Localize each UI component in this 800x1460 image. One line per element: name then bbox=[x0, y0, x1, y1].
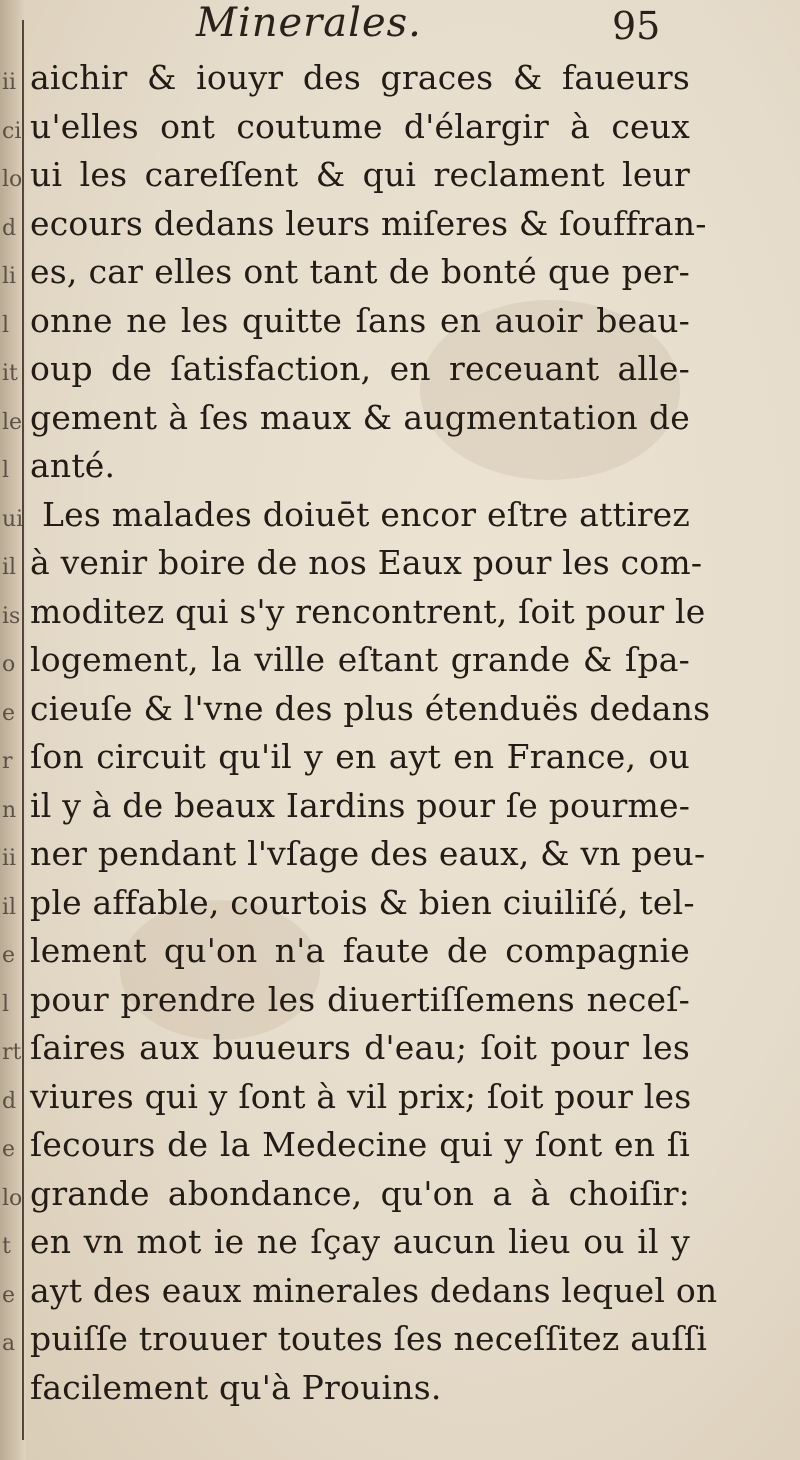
margin-fragment: l bbox=[2, 312, 10, 338]
margin-fragment: a bbox=[2, 1331, 16, 1356]
running-head: Minerales. bbox=[196, 0, 422, 46]
text-line: onne ne les quitte ſans en auoir beau- bbox=[30, 300, 690, 340]
margin-fragment: t bbox=[2, 1234, 11, 1259]
text-line: à venir boire de nos Eaux pour les com- bbox=[30, 543, 703, 582]
text-line: moditez qui s'y rencontrent, ſoit pour le bbox=[30, 591, 706, 631]
text-line: gement à ſes maux & augmentation de bbox=[30, 397, 690, 437]
text-line: ayt des eaux minerales dedans lequel on bbox=[30, 1270, 718, 1310]
binding-edge-line bbox=[22, 20, 24, 1440]
margin-fragment: e bbox=[2, 1282, 16, 1308]
margin-fragment: ui bbox=[2, 506, 24, 532]
margin-fragment: d bbox=[2, 1088, 17, 1114]
margin-fragment: il bbox=[2, 894, 17, 920]
margin-fragment: il bbox=[2, 555, 17, 580]
text-line: lement qu'on n'a faute de compagnie bbox=[30, 931, 690, 970]
text-line: u'elles ont coutume d'élargir à ceux bbox=[30, 106, 690, 146]
text-line: oup de ſatisfaction, en receuant alle- bbox=[30, 349, 690, 388]
margin-fragment: ii bbox=[2, 70, 17, 95]
margin-fragment: lo bbox=[2, 1185, 23, 1211]
text-line: aichir & iouyr des graces & faueurs bbox=[30, 58, 690, 97]
text-line: ui les careſſent & qui reclament leur bbox=[30, 155, 690, 194]
text-line: facilement qu'à Prouins. bbox=[30, 1367, 442, 1407]
margin-fragment: o bbox=[2, 652, 16, 677]
text-line: ſecours de la Medecine qui y ſont en ſi bbox=[30, 1125, 690, 1164]
margin-fragment: le bbox=[2, 409, 23, 435]
margin-fragment: e bbox=[2, 943, 16, 968]
body-text bbox=[30, 54, 718, 1412]
margin-fragment: e bbox=[2, 1137, 16, 1162]
margin-fragment: n bbox=[2, 797, 17, 823]
margin-fragment: is bbox=[2, 603, 21, 629]
text-line: ple affable, courtois & bien ciuiliſé, tel- bbox=[30, 882, 695, 922]
margin-fragment: ii bbox=[2, 846, 17, 871]
text-line: pour prendre les diuertiſſemens neceſ- bbox=[30, 979, 690, 1019]
margin-fragment: r bbox=[2, 749, 13, 774]
text-line: ner pendant l'vſage des eaux, & vn peu- bbox=[30, 834, 706, 873]
text-line: grande abondance, qu'on a à choiſir: bbox=[30, 1173, 690, 1213]
margin-fragment: ci bbox=[2, 118, 22, 144]
margin-fragment: lo bbox=[2, 167, 23, 192]
text-line: il y à de beaux Iardins pour ſe pourme- bbox=[30, 785, 691, 825]
text-line: viures qui y ſont à vil prix; ſoit pour les bbox=[30, 1076, 692, 1116]
text-line: es, car elles ont tant de bonté que per- bbox=[30, 252, 690, 291]
text-line: ſon circuit qu'il y en ayt en France, ou bbox=[30, 737, 690, 776]
text-line: anté. bbox=[30, 446, 116, 485]
paragraph-start-line: Les malades doiuēt encor eſtre attirez bbox=[42, 494, 690, 534]
text-line: en vn mot ie ne ſçay aucun lieu ou il y bbox=[30, 1222, 690, 1261]
margin-fragment: rt bbox=[2, 1040, 22, 1065]
text-line: cieuſe & l'vne des plus étenduës dedans bbox=[30, 688, 711, 728]
text-line: ſaires aux buueurs d'eau; ſoit pour les bbox=[30, 1028, 690, 1067]
margin-fragment: e bbox=[2, 700, 16, 726]
margin-fragment: l bbox=[2, 991, 10, 1017]
text-line: puiſſe trouuer toutes ſes neceſſitez auſſi bbox=[30, 1319, 708, 1358]
margin-fragment: l bbox=[2, 458, 10, 483]
margin-fragment: d bbox=[2, 215, 17, 241]
text-line: logement, la ville eſtant grande & ſpa- bbox=[30, 640, 690, 679]
margin-fragment: li bbox=[2, 264, 17, 289]
page-number: 95 bbox=[612, 4, 661, 48]
margin-fragment: it bbox=[2, 361, 18, 386]
text-line: ecours dedans leurs miſeres & ſouffran- bbox=[30, 203, 707, 243]
